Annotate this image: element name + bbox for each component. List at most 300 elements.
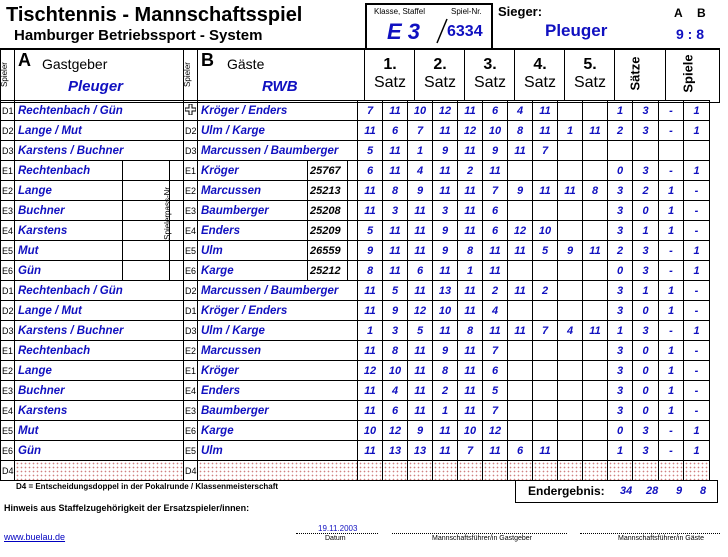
player-name-b: Marcussen [198, 181, 308, 201]
set-score: 9 [433, 221, 458, 241]
saetze-a: 3 [608, 361, 633, 381]
set-score [583, 341, 608, 361]
set-score: 12 [483, 421, 508, 441]
set-label: Satz [473, 74, 506, 91]
saetze-b: 0 [633, 301, 659, 321]
cross-icon [185, 104, 196, 115]
set-score [508, 261, 533, 281]
player-code-b: E5 [184, 241, 198, 261]
player-code-b: D2 [184, 121, 198, 141]
set-score: 8 [358, 261, 383, 281]
set-score: 11 [458, 201, 483, 221]
set-score [508, 461, 533, 481]
player-code-b: D2 [184, 281, 198, 301]
set-score: 10 [433, 301, 458, 321]
mf-gast-label: Mannschaftsführer/in Gastgeber [432, 535, 532, 542]
page-subtitle: Hamburger Betriebssport - System [14, 27, 263, 44]
set-score: 10 [358, 421, 383, 441]
pass-spacer [170, 201, 184, 221]
set-number: 2. [433, 56, 447, 73]
player-name-b: Ulm / Karge [198, 121, 358, 141]
set-score: 11 [383, 261, 408, 281]
set-score [583, 221, 608, 241]
set-score [508, 341, 533, 361]
player-code-b: E3 [184, 401, 198, 421]
set-number: 3. [483, 56, 497, 73]
set-score: 11 [458, 221, 483, 241]
set-score [533, 461, 558, 481]
set-score: 11 [458, 101, 483, 121]
set-score: 11 [433, 161, 458, 181]
player-name-b: Ulm [198, 241, 308, 261]
saetze-a: 3 [608, 221, 633, 241]
set-label: Satz [423, 74, 456, 91]
player-code-a: E2 [1, 181, 15, 201]
set-score: 10 [458, 421, 483, 441]
set-score: 11 [458, 401, 483, 421]
saetze-a: 1 [608, 441, 633, 461]
spiele-b [684, 141, 710, 161]
player-name-a: Karstens [15, 221, 123, 241]
set-score: 10 [408, 101, 433, 121]
player-code-a: E3 [1, 381, 15, 401]
player-code-a: D3 [1, 321, 15, 341]
set-score [558, 221, 583, 241]
set-score: 12 [458, 121, 483, 141]
pass-spacer [170, 221, 184, 241]
spiele-a: - [659, 421, 684, 441]
set-score [558, 261, 583, 281]
set-score: 8 [583, 181, 608, 201]
set-score: 11 [358, 301, 383, 321]
set-score: 6 [483, 201, 508, 221]
set-header-2 [414, 48, 465, 100]
table-row [1, 441, 710, 461]
player-name-b: Karge [198, 421, 358, 441]
player-name-a: Lange / Mut [15, 301, 184, 321]
set-score: 4 [483, 301, 508, 321]
table-row [1, 341, 710, 361]
spiele-a [659, 461, 684, 481]
set-score: 9 [433, 341, 458, 361]
sieger-value: Pleuger [545, 21, 608, 40]
set-score: 6 [508, 441, 533, 461]
saetze-b: 0 [633, 381, 659, 401]
player-code-a: D4 [1, 461, 15, 481]
set-header-3 [464, 48, 515, 100]
player-code-a: E1 [1, 341, 15, 361]
set-score: 7 [483, 341, 508, 361]
set-score: 3 [433, 201, 458, 221]
set-score [583, 441, 608, 461]
website-link[interactable]: www.buelau.de [4, 532, 66, 542]
d4-note: D4 = Entscheidungsdoppel in der Pokalrunde / Klassenmeisterschaft [16, 482, 279, 491]
spiele-b: - [684, 361, 710, 381]
saetze-a: 3 [608, 401, 633, 421]
saetze-b: 0 [633, 201, 659, 221]
set-score: 13 [408, 441, 433, 461]
set-score [558, 401, 583, 421]
set-score: 13 [433, 281, 458, 301]
set-score: 11 [408, 341, 433, 361]
set-score: 8 [458, 321, 483, 341]
set-score: 12 [433, 101, 458, 121]
set-score [533, 421, 558, 441]
table-row [1, 321, 710, 341]
set-score [558, 301, 583, 321]
spiele-b: - [684, 341, 710, 361]
player-code-a: D2 [1, 121, 15, 141]
table-row [1, 201, 710, 221]
set-score: 11 [483, 321, 508, 341]
player-code-a: D1 [1, 101, 15, 121]
player-name-a: Lange [15, 361, 184, 381]
saetze-a: 3 [608, 201, 633, 221]
saetze-b [633, 461, 659, 481]
set-score: 11 [458, 181, 483, 201]
set-score [483, 461, 508, 481]
set-score: 11 [508, 281, 533, 301]
player-code-a: D1 [1, 281, 15, 301]
team-a-label: Gastgeber [42, 56, 108, 72]
saetze-b: 0 [633, 401, 659, 421]
set-score: 11 [533, 181, 558, 201]
set-score: 2 [483, 281, 508, 301]
pass-label: Spielerpass-Nr. [162, 185, 172, 240]
set-score: 11 [408, 401, 433, 421]
set-score [558, 341, 583, 361]
set-score [358, 461, 383, 481]
saetze-a: 0 [608, 421, 633, 441]
pass-spacer-b [348, 221, 358, 241]
spieler-label-b: Spieler [182, 62, 192, 87]
set-score: 10 [483, 121, 508, 141]
end-saetze-a: 34 [620, 485, 633, 497]
set-score [433, 461, 458, 481]
pass-spacer-b [348, 241, 358, 261]
hinweis-text: Hinweis aus Staffelzugehörigkeit der Ersatzspieler/innen: [4, 503, 250, 513]
set-score: 1 [433, 401, 458, 421]
saetze-a: 0 [608, 161, 633, 181]
player-code-b: E4 [184, 221, 198, 241]
saetze-b: 3 [633, 261, 659, 281]
spiele-b: 1 [684, 241, 710, 261]
set-score: 3 [383, 321, 408, 341]
set-score [583, 301, 608, 321]
set-score [558, 361, 583, 381]
table-row [1, 461, 710, 481]
set-score: 11 [533, 121, 558, 141]
set-score: 11 [408, 221, 433, 241]
set-score [508, 401, 533, 421]
saetze-b: 3 [633, 101, 659, 121]
set-score: 11 [458, 341, 483, 361]
set-score: 11 [433, 321, 458, 341]
set-score [583, 461, 608, 481]
set-score [533, 381, 558, 401]
set-score: 11 [408, 361, 433, 381]
spielnr-value: 6334 [447, 23, 483, 40]
spiele-b: - [684, 301, 710, 321]
spiele-a: 1 [659, 341, 684, 361]
set-score: 8 [383, 181, 408, 201]
set-score: 11 [383, 141, 408, 161]
saetze-a: 3 [608, 341, 633, 361]
set-score [533, 361, 558, 381]
page-title: Tischtennis - Mannschaftsspiel [6, 4, 303, 26]
player-name-b: Kröger / Enders [198, 301, 358, 321]
end-spiele-a: 9 [676, 485, 683, 497]
set-score: 11 [458, 361, 483, 381]
set-score: 11 [433, 421, 458, 441]
pass-spacer-b [348, 201, 358, 221]
set-score [583, 381, 608, 401]
set-score: 11 [358, 341, 383, 361]
set-score: 8 [508, 121, 533, 141]
set-score: 9 [383, 301, 408, 321]
table-row [1, 161, 710, 181]
set-score: 11 [458, 381, 483, 401]
player-name-a: Buchner [15, 381, 184, 401]
player-name-a: Karstens [15, 401, 184, 421]
table-row [1, 181, 710, 201]
set-score: 11 [358, 121, 383, 141]
pass-number-b: 25208 [308, 201, 348, 221]
table-row [1, 261, 710, 281]
player-code-a: E6 [1, 261, 15, 281]
set-score: 4 [383, 381, 408, 401]
saetze-a: 1 [608, 321, 633, 341]
set-score [508, 301, 533, 321]
end-spiele-b: 8 [700, 485, 707, 497]
set-score: 6 [383, 121, 408, 141]
set-score: 4 [558, 321, 583, 341]
pass-number-b: 25212 [308, 261, 348, 281]
set-score: 1 [358, 321, 383, 341]
set-score: 11 [358, 281, 383, 301]
set-score: 4 [408, 161, 433, 181]
endergebnis-label: Endergebnis: [528, 484, 605, 498]
player-name-a: Mut [15, 241, 123, 261]
player-code-a: E3 [1, 201, 15, 221]
pass-number-b: 25213 [308, 181, 348, 201]
set-score: 11 [483, 441, 508, 461]
set-header-4 [514, 48, 565, 100]
set-score: 5 [533, 241, 558, 261]
set-score: 11 [533, 441, 558, 461]
saetze-a: 2 [608, 121, 633, 141]
player-code-b: E2 [184, 341, 198, 361]
set-score: 11 [358, 401, 383, 421]
pass-number-b: 25767 [308, 161, 348, 181]
player-code-a: E1 [1, 161, 15, 181]
player-name-b: Kröger [198, 161, 308, 181]
spiele-b: - [684, 181, 710, 201]
pass-cell-a [123, 181, 170, 201]
table-row [1, 301, 710, 321]
pass-number-b: 26559 [308, 241, 348, 261]
set-score [558, 381, 583, 401]
set-score: 7 [533, 321, 558, 341]
set-score: 11 [508, 321, 533, 341]
set-score [508, 421, 533, 441]
set-score: 11 [408, 201, 433, 221]
table-row [1, 121, 710, 141]
saetze-a: 3 [608, 181, 633, 201]
set-score: 3 [383, 201, 408, 221]
set-score: 11 [433, 261, 458, 281]
player-name-b: Baumberger [198, 401, 358, 421]
set-score: 11 [533, 101, 558, 121]
set-score [508, 161, 533, 181]
set-number: 1. [383, 56, 397, 73]
player-name-b: Kröger / Enders [198, 101, 358, 121]
player-code-b: D1 [184, 301, 198, 321]
set-score: 11 [458, 301, 483, 321]
spiele-b: - [684, 281, 710, 301]
set-score [458, 461, 483, 481]
set-score: 11 [583, 321, 608, 341]
player-name-a: Karstens / Buchner [15, 321, 184, 341]
set-score [583, 201, 608, 221]
set-score: 11 [433, 181, 458, 201]
player-code-b: D3 [184, 141, 198, 161]
spiele-b: 1 [684, 101, 710, 121]
set-score: 9 [433, 141, 458, 161]
player-code-b: E1 [184, 361, 198, 381]
set-score: 8 [433, 361, 458, 381]
spiele-a: - [659, 321, 684, 341]
set-score: 5 [358, 141, 383, 161]
spiele-label: Spiele [680, 54, 696, 93]
klasse-label: Klasse, Staffel [374, 7, 425, 16]
set-score: 5 [383, 281, 408, 301]
player-code-b: E3 [184, 201, 198, 221]
player-name-b: Marcussen / Baumberger [198, 281, 358, 301]
spiele-a: 1 [659, 381, 684, 401]
set-score: 9 [433, 241, 458, 261]
set-score: 11 [433, 121, 458, 141]
player-code-b [184, 101, 198, 121]
player-code-a: E5 [1, 241, 15, 261]
set-score: 5 [483, 381, 508, 401]
set-score: 2 [458, 161, 483, 181]
set-score [558, 201, 583, 221]
saetze-b: 0 [633, 341, 659, 361]
set-score [558, 141, 583, 161]
spiele-a: 1 [659, 281, 684, 301]
player-name-a: Buchner [15, 201, 123, 221]
set-label: Satz [573, 74, 606, 91]
set-score: 10 [533, 221, 558, 241]
table-row [1, 101, 710, 121]
table-row [1, 141, 710, 161]
player-code-a: E2 [1, 361, 15, 381]
saetze-b: 3 [633, 241, 659, 261]
set-score [583, 421, 608, 441]
date-value: 19.11.2003 [318, 524, 358, 533]
player-name-a: Karstens / Buchner [15, 141, 184, 161]
set-score: 11 [458, 281, 483, 301]
spiele-b: - [684, 201, 710, 221]
set-score: 11 [408, 381, 433, 401]
set-score: 12 [508, 221, 533, 241]
player-code-b: E6 [184, 261, 198, 281]
set-score: 11 [358, 181, 383, 201]
datum-label: Datum [325, 535, 346, 542]
saetze-a: 1 [608, 101, 633, 121]
spiele-b: 1 [684, 121, 710, 141]
player-name-b: Ulm / Karge [198, 321, 358, 341]
player-name-a: Rechtenbach / Gün [15, 281, 184, 301]
pass-spacer-b [348, 161, 358, 181]
set-score: 12 [408, 301, 433, 321]
set-score: 9 [508, 181, 533, 201]
set-score: 11 [508, 241, 533, 261]
set-score: 2 [533, 281, 558, 301]
set-score: 1 [458, 261, 483, 281]
set-score [558, 161, 583, 181]
table-row [1, 401, 710, 421]
set-score: 5 [408, 321, 433, 341]
spiel-label: Spiel-Nr. [451, 7, 482, 16]
player-code-b: E1 [184, 161, 198, 181]
set-score: 7 [408, 121, 433, 141]
table-row [1, 281, 710, 301]
table-row [1, 241, 710, 261]
player-name-b: Baumberger [198, 201, 308, 221]
player-name-a: Rechtenbach / Gün [15, 101, 184, 121]
saetze-b: 1 [633, 221, 659, 241]
set-score [558, 101, 583, 121]
pass-number-b: 25209 [308, 221, 348, 241]
spiele-a: - [659, 161, 684, 181]
player-code-b: E4 [184, 381, 198, 401]
set-score: 7 [483, 401, 508, 421]
spiele-b: 1 [684, 321, 710, 341]
spiele-b: - [684, 401, 710, 421]
set-score: 7 [358, 101, 383, 121]
player-name-a: Lange / Mut [15, 121, 184, 141]
set-score: 8 [458, 241, 483, 261]
end-saetze-b: 28 [646, 485, 659, 497]
pass-cell-a [123, 261, 170, 281]
player-name-a [15, 461, 184, 481]
table-row [1, 421, 710, 441]
player-name-a: Rechtenbach [15, 161, 123, 181]
spiele-a: - [659, 441, 684, 461]
player-name-a: Lange [15, 181, 123, 201]
pass-spacer [170, 181, 184, 201]
set-score: 8 [383, 341, 408, 361]
player-code-b: E6 [184, 421, 198, 441]
player-code-a: E6 [1, 441, 15, 461]
col-b-label: B [697, 6, 706, 20]
set-header-1 [364, 48, 415, 100]
spieler-label-a: Spieler [0, 62, 9, 87]
set-score: 11 [483, 241, 508, 261]
player-name-b: Enders [198, 221, 308, 241]
pass-cell-a [123, 241, 170, 261]
set-score [533, 201, 558, 221]
saetze-b: 3 [633, 421, 659, 441]
col-a-label: A [674, 6, 683, 20]
set-label: Satz [523, 74, 556, 91]
player-name-b: Karge [198, 261, 308, 281]
set-score: 11 [408, 281, 433, 301]
mf-gaeste-label: Mannschaftsführer/in Gäste [618, 535, 704, 542]
set-score [533, 261, 558, 281]
